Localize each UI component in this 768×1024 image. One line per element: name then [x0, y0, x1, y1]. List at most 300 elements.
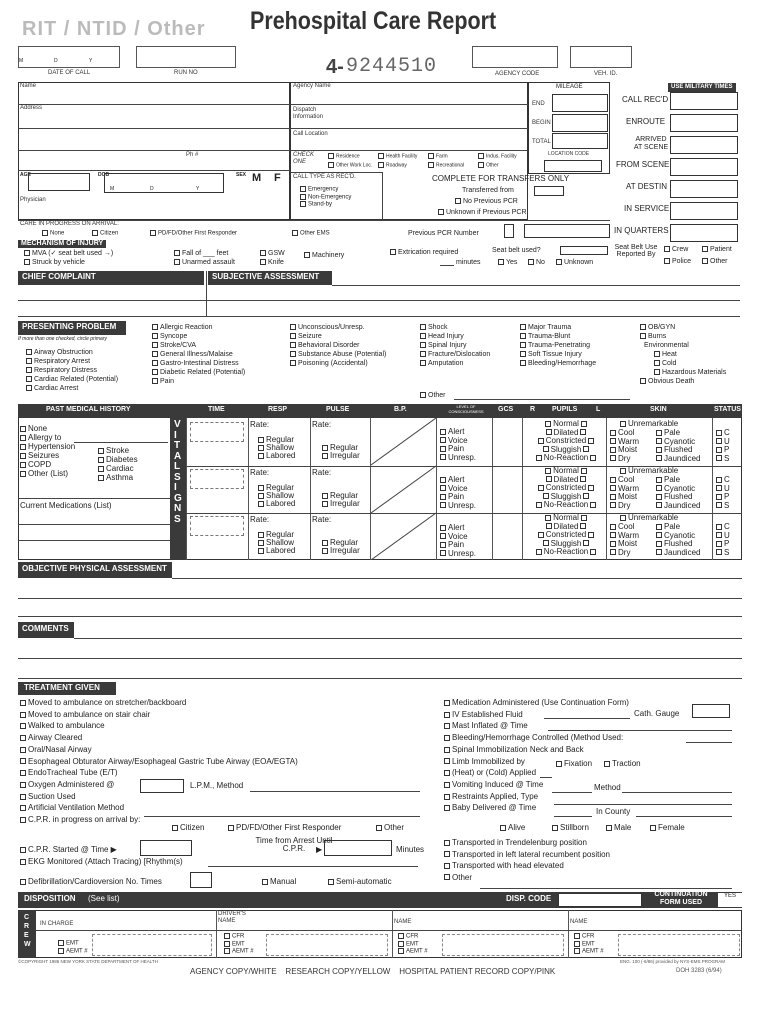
loc-options-3	[440, 524, 476, 558]
status-u-3[interactable]: U	[716, 532, 730, 541]
pulse-irregular-1[interactable]: Irregular	[322, 452, 360, 460]
tx-ekg[interactable]: EKG Monitored (Attach Tracing) [Rhythm(s)	[20, 858, 183, 867]
problem-head-injury[interactable]: Head Injury	[420, 332, 490, 341]
run-no-field[interactable]	[136, 46, 236, 68]
tx-defibrillation[interactable]: Defibrillation/Cardioversion No. Times	[20, 878, 162, 887]
history-none[interactable]: None	[20, 424, 75, 433]
care-in-progress-label: CARE IN PROGRESS ON ARRIVAL:	[20, 221, 119, 227]
loc-unresp-1[interactable]: Unresp.	[440, 454, 476, 463]
status-p-3[interactable]: P	[716, 540, 730, 549]
pupil-no-reaction-2[interactable]: No-Reaction	[526, 501, 606, 510]
transport-left-lateral[interactable]: Transported in left lateral recumbent position	[444, 849, 610, 861]
tx-stretcher[interactable]: Moved to ambulance on stretcher/backboard	[20, 697, 298, 709]
crew2-cfr[interactable]: CFR	[224, 933, 254, 941]
skin-cool-3[interactable]: Cool	[610, 523, 639, 532]
call-type-standby[interactable]: Stand-by	[300, 201, 351, 209]
transport-other[interactable]: Other	[444, 872, 610, 884]
history-hypertension[interactable]: Hypertension	[20, 442, 75, 451]
agency-code-field[interactable]	[472, 46, 558, 68]
crew1-aemt[interactable]: AEMT #	[58, 948, 88, 956]
limb-traction[interactable]: Traction	[604, 760, 641, 769]
skin-cyanotic-1[interactable]: Cyanotic	[656, 438, 700, 447]
resp-rate-1: Rate:	[250, 420, 270, 429]
loc-voice-2[interactable]: Voice	[440, 485, 476, 494]
problem-substance-abuse[interactable]: Substance Abuse (Potential)	[290, 350, 386, 359]
status-p-1[interactable]: P	[716, 446, 730, 455]
pulse-irregular-2[interactable]: Irregular	[322, 500, 360, 508]
resp-labored-3[interactable]: Labored	[258, 547, 295, 555]
skin-unremarkable-3[interactable]: Unremarkable	[620, 514, 678, 523]
skin-jaundiced-2[interactable]: Jaundiced	[656, 502, 700, 511]
doh-form-number: DOH 3283 (6/94)	[676, 968, 722, 974]
crew1-cert-field[interactable]	[92, 934, 212, 956]
page-title: Prehospital Care Report	[250, 7, 497, 35]
status-u-2[interactable]: U	[716, 485, 730, 494]
loc-health-facility[interactable]: Health Facility	[378, 153, 428, 160]
skin-dry-3[interactable]: Dry	[610, 549, 639, 558]
injury-machinery[interactable]: Machinery	[304, 252, 344, 260]
disp-code-label: DISP. CODE	[506, 894, 552, 903]
injury-unarmed-assault[interactable]: Unarmed assault	[174, 259, 235, 267]
date-d: D	[54, 58, 58, 64]
skin-flushed-3[interactable]: Flushed	[656, 540, 700, 549]
pulse-options-2	[322, 492, 360, 508]
status-s-3[interactable]: S	[716, 549, 730, 558]
history-diabetes[interactable]: Diabetes	[98, 455, 138, 464]
pupil-normal-2[interactable]: Normal	[526, 467, 606, 476]
problem-spinal-injury[interactable]: Spinal Injury	[420, 341, 490, 350]
time-call-recd-field[interactable]	[670, 92, 738, 110]
disposition-see-list: (See list)	[88, 894, 120, 903]
problem-hazmat[interactable]: Hazardous Materials	[640, 368, 726, 377]
hdr-status: STATUS	[714, 406, 741, 413]
skin-pale-1[interactable]: Pale	[656, 429, 700, 438]
history-asthma[interactable]: Asthma	[98, 473, 138, 482]
transport-trendelenburg[interactable]: Transported in Trendelenburg position	[444, 837, 610, 849]
problem-cold[interactable]: Cold	[640, 359, 726, 368]
reported-police[interactable]: Police	[664, 258, 691, 266]
tx-heat-cold[interactable]: (Heat) or (Cold) Applied	[444, 767, 629, 779]
problem-heat[interactable]: Heat	[640, 350, 726, 359]
location-code-field[interactable]	[544, 160, 602, 172]
defib-semi-auto[interactable]: Semi-automatic	[328, 878, 392, 887]
pulse-irregular-3[interactable]: Irregular	[322, 547, 360, 555]
skin-options-2a	[610, 476, 639, 510]
seat-belt-field[interactable]	[560, 246, 608, 255]
reported-other[interactable]: Other	[702, 258, 728, 266]
transferred-from-field[interactable]	[534, 186, 564, 196]
continuation-yes[interactable]: YES	[718, 893, 742, 907]
baby-male[interactable]: Male	[606, 824, 631, 833]
status-s-2[interactable]: S	[716, 502, 730, 511]
tx-oxygen[interactable]: Oxygen Administered @	[20, 779, 298, 791]
pupil-sluggish-1[interactable]: Sluggish	[526, 446, 606, 455]
loc-roadway[interactable]: Roadway	[378, 162, 428, 169]
tx-artificial-ventilation[interactable]: Artificial Ventilation Method	[20, 802, 298, 814]
tx-iv-fluid[interactable]: IV Established Fluid	[444, 709, 629, 721]
crew4-cfr[interactable]: CFR	[574, 933, 604, 941]
problem-trauma-penetrating[interactable]: Trauma-Penetrating	[520, 341, 596, 350]
hdr-resp: RESP	[268, 406, 288, 413]
extrication-minutes-label: minutes	[456, 259, 481, 266]
cpr-start-time-field[interactable]	[140, 840, 192, 856]
bp-diagonals	[371, 418, 436, 560]
address-label: Address	[20, 105, 43, 111]
skin-flushed-1[interactable]: Flushed	[656, 446, 700, 455]
loc-pain-3[interactable]: Pain	[440, 541, 476, 550]
crew2-aemt[interactable]: AEMT #	[224, 948, 254, 956]
crew2-cert-field[interactable]	[266, 934, 388, 956]
tx-suction[interactable]: Suction Used	[20, 791, 298, 803]
loc-recreational[interactable]: Recreational	[428, 162, 478, 169]
disp-code-field[interactable]	[558, 893, 642, 907]
skin-dry-2[interactable]: Dry	[610, 502, 639, 511]
problem-other[interactable]: Other	[420, 392, 446, 400]
resp-regular-3[interactable]: Regular	[258, 531, 295, 539]
tx-vomiting-induced[interactable]: Vomiting Induced @ Time	[444, 779, 629, 791]
problem-burns[interactable]: Burns	[640, 332, 726, 341]
problem-col-2	[152, 323, 245, 386]
care-other-ems[interactable]: Other EMS	[292, 230, 330, 237]
defib-times-field[interactable]	[190, 872, 212, 888]
injury-knife[interactable]: Knife	[260, 259, 284, 267]
presenting-problem-label: PRESENTING PROBLEM	[18, 321, 126, 335]
loc-pain-1[interactable]: Pain	[440, 445, 476, 454]
skin-cool-1[interactable]: Cool	[610, 429, 639, 438]
status-s-1[interactable]: S	[716, 455, 730, 464]
history-copd[interactable]: COPD	[20, 460, 75, 469]
extrication-required[interactable]: Extrication required	[390, 249, 458, 257]
no-previous-pcr[interactable]: No Previous PCR	[455, 198, 518, 206]
problem-major-trauma[interactable]: Major Trauma	[520, 323, 596, 332]
problem-respiratory-distress[interactable]: Respiratory Distress	[26, 366, 118, 375]
skin-pale-2[interactable]: Pale	[656, 476, 700, 485]
stamp-text: RIT / NTID / Other	[22, 18, 206, 40]
resp-labored-2[interactable]: Labored	[258, 500, 295, 508]
problem-ob-gyn[interactable]: OB/GYN	[640, 323, 726, 332]
date-y: Y	[89, 58, 93, 64]
tx-baby-delivered[interactable]: Baby Delivered @ Time	[444, 802, 629, 814]
crew4-aemt[interactable]: AEMT #	[574, 948, 604, 956]
history-other[interactable]: Other (List)	[20, 469, 75, 478]
crew-label: CREW	[24, 914, 31, 948]
tx-mast[interactable]: Mast Inflated @ Time	[444, 720, 629, 732]
tx-bleeding-controlled[interactable]: Bleeding/Hemorrhage Controlled (Method Used:	[444, 732, 629, 744]
skin-unremarkable-1[interactable]: Unremarkable	[620, 420, 678, 429]
time-field-1[interactable]	[190, 422, 244, 442]
pupil-constricted-3[interactable]: Constricted	[526, 531, 606, 540]
injury-mva[interactable]: MVA (✓ seat belt used →)	[24, 250, 113, 258]
problem-trauma-blunt[interactable]: Trauma-Blunt	[520, 332, 596, 341]
skin-jaundiced-1[interactable]: Jaundiced	[656, 455, 700, 464]
pulse-regular-3[interactable]: Regular	[322, 539, 360, 547]
skin-warm-2[interactable]: Warm	[610, 485, 639, 494]
crew1-emt[interactable]: EMT	[58, 940, 88, 948]
loc-unresp-2[interactable]: Unresp.	[440, 502, 476, 511]
skin-pale-3[interactable]: Pale	[656, 523, 700, 532]
loc-alert-3[interactable]: Alert	[440, 524, 476, 533]
cath-gauge-field[interactable]	[692, 704, 730, 718]
crew3-cfr[interactable]: CFR	[398, 933, 428, 941]
problem-unconscious[interactable]: Unconscious/Unresp.	[290, 323, 386, 332]
transferred-from-label: Transferred from	[462, 187, 514, 194]
skin-cyanotic-2[interactable]: Cyanotic	[656, 485, 700, 494]
pupil-normal-3[interactable]: Normal	[526, 514, 606, 523]
skin-moist-3[interactable]: Moist	[610, 540, 639, 549]
time-in-quarters-field[interactable]	[670, 224, 738, 242]
problem-col-4	[420, 323, 490, 368]
crew3-emt[interactable]: EMT	[398, 941, 428, 949]
problem-soft-tissue[interactable]: Soft Tissue Injury	[520, 350, 596, 359]
mileage-total-field[interactable]	[552, 133, 608, 149]
problem-cardiac-arrest[interactable]: Cardiac Arrest	[26, 384, 118, 393]
pupil-sluggish-3[interactable]: Sluggish	[526, 540, 606, 549]
tx-stair-chair[interactable]: Moved to ambulance on stair chair	[20, 709, 298, 721]
tx-oral-nasal-airway[interactable]: Oral/Nasal Airway	[20, 744, 298, 756]
reported-patient[interactable]: Patient	[702, 246, 732, 254]
skin-jaundiced-3[interactable]: Jaundiced	[656, 549, 700, 558]
location-code-label: LOCATION CODE	[548, 151, 590, 157]
pcr-number-field[interactable]	[524, 224, 610, 238]
time-in-service-field[interactable]	[670, 202, 738, 220]
seat-belt-unknown[interactable]: Unknown	[556, 259, 593, 267]
skin-options-1a	[610, 429, 639, 463]
seat-belt-yes[interactable]: Yes	[498, 259, 517, 267]
problem-shock[interactable]: Shock	[420, 323, 490, 332]
loc-pain-2[interactable]: Pain	[440, 493, 476, 502]
skin-dry-1[interactable]: Dry	[610, 455, 639, 464]
problem-gastro[interactable]: Gastro-Intestinal Distress	[152, 359, 245, 368]
resp-shallow-3[interactable]: Shallow	[258, 539, 295, 547]
time-arrived-label: ARRIVED AT SCENE	[633, 136, 669, 151]
sex-m[interactable]: M	[252, 172, 262, 184]
problem-bleeding[interactable]: Bleeding/Hemorrhage	[520, 359, 596, 368]
pulse-regular-1[interactable]: Regular	[322, 444, 360, 452]
injury-gsw[interactable]: GSW	[260, 250, 285, 258]
resp-labored-1[interactable]: Labored	[258, 452, 295, 460]
loc-voice-1[interactable]: Voice	[440, 437, 476, 446]
status-u-1[interactable]: U	[716, 438, 730, 447]
resp-regular-1[interactable]: Regular	[258, 436, 295, 444]
time-field-3[interactable]	[190, 516, 244, 536]
pupil-constricted-2[interactable]: Constricted	[526, 484, 606, 493]
pulse-options-3	[322, 539, 360, 555]
time-at-destin-field[interactable]	[670, 180, 738, 198]
dob-label: DOB	[98, 172, 110, 178]
loc-voice-3[interactable]: Voice	[440, 533, 476, 542]
status-c-3[interactable]: C	[716, 523, 730, 532]
crew2-emt[interactable]: EMT	[224, 941, 254, 949]
problem-allergic-reaction[interactable]: Allergic Reaction	[152, 323, 245, 332]
skin-moist-1[interactable]: Moist	[610, 446, 639, 455]
problem-pain[interactable]: Pain	[152, 377, 245, 386]
loc-alert-2[interactable]: Alert	[440, 476, 476, 485]
cpr-citizen[interactable]: Citizen	[172, 824, 204, 833]
pupil-no-reaction-1[interactable]: No-Reaction	[526, 454, 606, 463]
problem-poisoning[interactable]: Poisoning (Accidental)	[290, 359, 386, 368]
loc-other[interactable]: Other	[478, 162, 528, 169]
problem-col-1	[26, 348, 118, 393]
cpr-other[interactable]: Other	[376, 824, 404, 833]
skin-cyanotic-3[interactable]: Cyanotic	[656, 532, 700, 541]
defib-manual[interactable]: Manual	[262, 878, 296, 887]
status-options-3	[716, 523, 730, 557]
date-of-call-field[interactable]	[18, 46, 120, 68]
age-field[interactable]	[28, 173, 90, 191]
problem-syncope[interactable]: Syncope	[152, 332, 245, 341]
pupil-constricted-1[interactable]: Constricted	[526, 437, 606, 446]
crew3-aemt[interactable]: AEMT #	[398, 948, 428, 956]
tx-cpr-in-progress[interactable]: C.P.R. in progress on arrival by:	[20, 814, 298, 826]
resp-shallow-2[interactable]: Shallow	[258, 492, 295, 500]
tx-airway-cleared[interactable]: Airway Cleared	[20, 732, 298, 744]
skin-flushed-2[interactable]: Flushed	[656, 493, 700, 502]
baby-stillborn[interactable]: Stillborn	[552, 824, 589, 833]
problem-general-illness[interactable]: General Illness/Malaise	[152, 350, 245, 359]
problem-stroke[interactable]: Stroke/CVA	[152, 341, 245, 350]
time-from-arrest-label: Time from Arrest Until C.P.R.	[255, 836, 333, 853]
pupils-options-1	[526, 420, 606, 463]
tx-endotracheal[interactable]: EndoTracheal Tube (E/T)	[20, 767, 298, 779]
status-p-2[interactable]: P	[716, 493, 730, 502]
tx-cpr-started[interactable]: C.P.R. Started @ Time ▶	[20, 846, 117, 855]
problem-behavioral[interactable]: Behavioral Disorder	[290, 341, 386, 350]
care-first-responder[interactable]: PD/FD/Other First Responder	[150, 230, 237, 237]
call-type-non-emergency[interactable]: Non-Emergency	[300, 194, 351, 202]
status-c-2[interactable]: C	[716, 476, 730, 485]
crew1-certs	[58, 940, 88, 955]
resp-regular-2[interactable]: Regular	[258, 484, 295, 492]
veh-id-label: VEH. ID.	[594, 71, 618, 77]
sex-f[interactable]: F	[274, 172, 281, 184]
baby-female[interactable]: Female	[650, 824, 685, 833]
baby-alive[interactable]: Alive	[500, 824, 525, 833]
mileage-end: END	[532, 101, 545, 107]
problem-seizure[interactable]: Seizure	[290, 332, 386, 341]
pupil-normal-1[interactable]: Normal	[526, 420, 606, 429]
time-enroute-field[interactable]	[670, 114, 738, 132]
limb-fixation[interactable]: Fixation	[556, 760, 592, 769]
loc-other-work[interactable]: Other Work Loc.	[328, 162, 378, 169]
copy-distribution: AGENCY COPY/WHITE RESEARCH COPY/YELLOW HOSPITAL PATIENT RECORD COPY/PINK	[190, 967, 556, 976]
history-cardiac[interactable]: Cardiac	[98, 464, 138, 473]
call-type-emergency[interactable]: Emergency	[300, 186, 351, 194]
oxygen-lpm-field[interactable]	[140, 779, 184, 793]
hdr-pupils: PUPILS	[552, 406, 578, 413]
pupil-dilated-3[interactable]: Dilated	[526, 523, 606, 532]
reported-crew[interactable]: Crew	[664, 246, 688, 254]
injury-struck[interactable]: Struck by vehicle	[24, 259, 85, 267]
hdr-loc: LEVEL OF CONSCIOUSNESS	[448, 404, 484, 414]
problem-amputation[interactable]: Amputation	[420, 359, 490, 368]
crew2-certs	[224, 933, 254, 956]
comments-label: COMMENTS	[18, 622, 74, 638]
pupils-options-3	[526, 514, 606, 557]
skin-moist-2[interactable]: Moist	[610, 493, 639, 502]
history-seizures[interactable]: Seizures	[20, 451, 75, 460]
cpr-first-responder[interactable]: PD/FD/Other First Responder	[228, 824, 341, 833]
date-m: M	[19, 58, 24, 64]
problem-cardiac-related[interactable]: Cardiac Related (Potential)	[26, 375, 118, 384]
loc-farm[interactable]: Farm	[428, 153, 478, 160]
pupil-sluggish-2[interactable]: Sluggish	[526, 493, 606, 502]
problem-respiratory-arrest[interactable]: Respiratory Arrest	[26, 357, 118, 366]
hdr-time: TIME	[208, 406, 225, 413]
pupil-no-reaction-3[interactable]: No-Reaction	[526, 548, 606, 557]
history-stroke[interactable]: Stroke	[98, 446, 138, 455]
care-citizen[interactable]: Citizen	[92, 230, 118, 237]
loc-indus-facility[interactable]: Indus. Facility	[478, 153, 528, 160]
loc-residence[interactable]: Residence	[328, 153, 378, 160]
run-no-label: RUN NO	[174, 70, 198, 76]
skin-cool-2[interactable]: Cool	[610, 476, 639, 485]
problem-environmental[interactable]: Environmental	[644, 342, 689, 349]
resp-rate-2: Rate:	[250, 468, 270, 477]
time-enroute-label: ENROUTE	[626, 117, 666, 126]
tx-medication[interactable]: Medication Administered (Use Continuation Form)	[444, 697, 629, 709]
problem-airway-obstruction[interactable]: Airway Obstruction	[26, 348, 118, 357]
baby-county-label: In County	[596, 807, 631, 816]
pulse-regular-2[interactable]: Regular	[322, 492, 360, 500]
tx-walked[interactable]: Walked to ambulance	[20, 720, 298, 732]
tx-eoa-egta[interactable]: Esophageal Obturator Airway/Esophageal Gastric Tube Airway (EOA/EGTA)	[20, 756, 298, 768]
problem-diabetic[interactable]: Diabetic Related (Potential)	[152, 368, 245, 377]
lpm-method-label: L.P.M., Method	[190, 781, 244, 790]
veh-id-field[interactable]	[570, 46, 632, 68]
crew3-cert-field[interactable]	[442, 934, 564, 956]
problem-col-3	[290, 323, 386, 368]
pupil-dilated-2[interactable]: Dilated	[526, 476, 606, 485]
loc-alert-1[interactable]: Alert	[440, 428, 476, 437]
age-label: AGE	[20, 172, 31, 178]
crew4-cert-field[interactable]	[618, 934, 740, 956]
mileage-end-field[interactable]	[552, 94, 608, 112]
physician-label: Physician	[20, 197, 46, 203]
skin-warm-1[interactable]: Warm	[610, 438, 639, 447]
problem-obvious-death[interactable]: Obvious Death	[640, 377, 726, 386]
dob-field[interactable]	[104, 173, 224, 193]
mileage-begin-field[interactable]	[552, 114, 608, 132]
status-c-1[interactable]: C	[716, 429, 730, 438]
crew4-emt[interactable]: EMT	[574, 941, 604, 949]
injury-fall[interactable]: Fall of ___ feet	[174, 250, 228, 258]
problem-fracture[interactable]: Fracture/Dislocation	[420, 350, 490, 359]
resp-shallow-1[interactable]: Shallow	[258, 444, 295, 452]
pupil-dilated-1[interactable]: Dilated	[526, 429, 606, 438]
transport-head-elevated[interactable]: Transported with head elevated	[444, 860, 610, 872]
time-arrived-field[interactable]	[670, 136, 738, 154]
loc-options-1	[440, 428, 476, 462]
unknown-previous-pcr[interactable]: Unknown if Previous PCR	[438, 209, 527, 217]
pcr-prefix-field[interactable]	[504, 224, 514, 238]
vital-signs-label: VITAL SIGNS	[174, 419, 182, 525]
tx-limb-immobilized[interactable]: Limb Immobilized by	[444, 756, 629, 768]
patient-info-block	[18, 82, 290, 220]
resp-options-2	[258, 484, 295, 508]
history-allergy[interactable]: Allergy to	[20, 433, 75, 442]
loc-unresp-3[interactable]: Unresp.	[440, 550, 476, 559]
arrest-minutes-field[interactable]	[324, 840, 392, 856]
time-field-2[interactable]	[190, 469, 244, 489]
status-options-2	[716, 476, 730, 510]
care-none[interactable]: None	[42, 230, 64, 237]
tx-restraints[interactable]: Restraints Applied, Type	[444, 791, 629, 803]
skin-warm-3[interactable]: Warm	[610, 532, 639, 541]
tx-spinal-immobilization[interactable]: Spinal Immobilization Neck and Back	[444, 744, 629, 756]
seat-belt-no[interactable]: No	[528, 259, 545, 267]
time-from-scene-field[interactable]	[670, 158, 738, 176]
skin-unremarkable-2[interactable]: Unremarkable	[620, 467, 678, 476]
